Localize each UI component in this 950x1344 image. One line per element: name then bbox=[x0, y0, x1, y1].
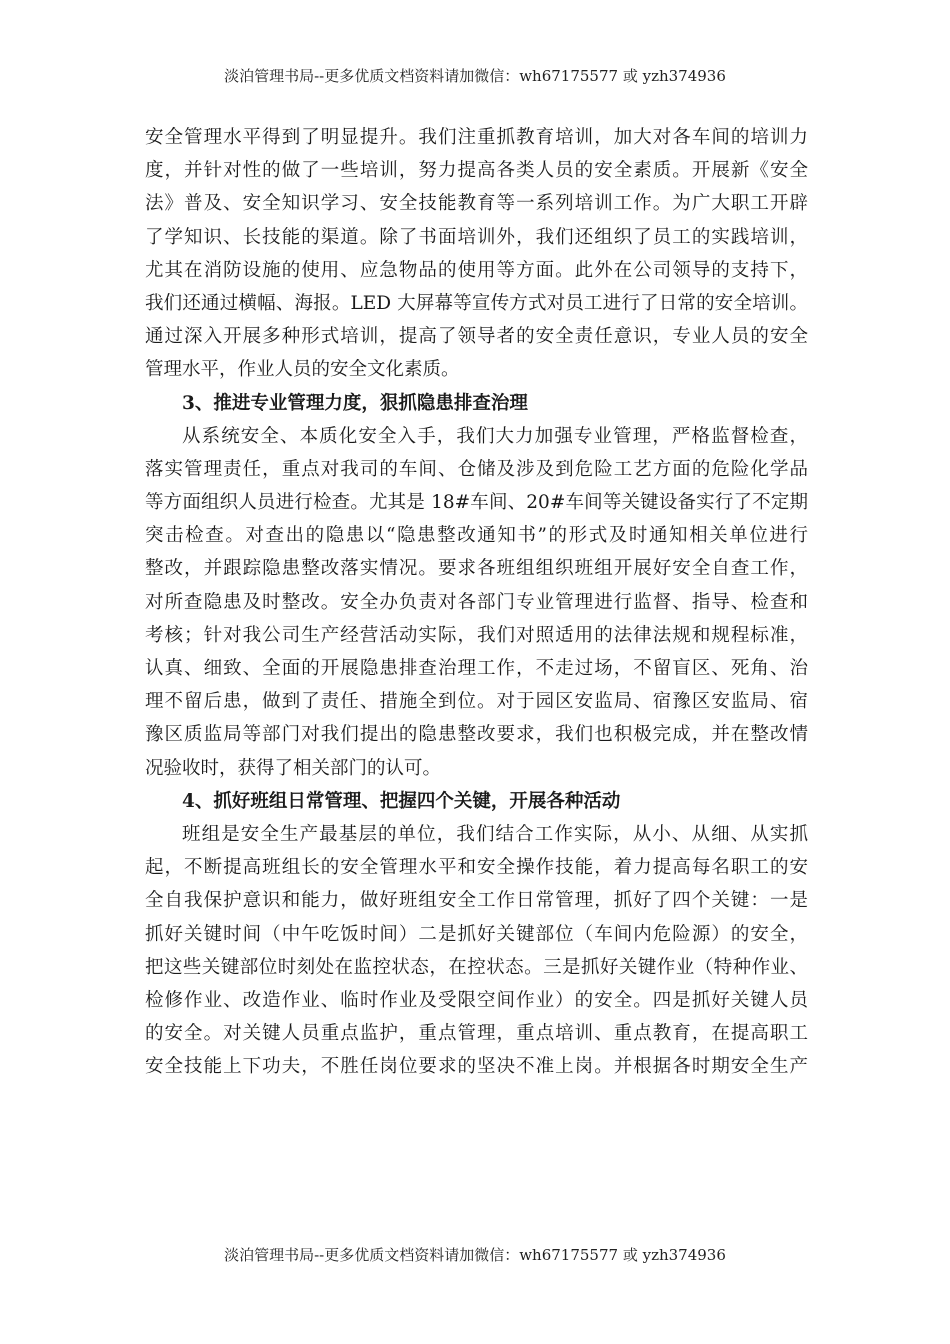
paragraph-line: 从系统安全、本质化安全入手，我们大力加强专业管理，严格监督检查， bbox=[182, 425, 808, 447]
paragraph-line: 尤其在消防设施的使用、应急物品的使用等方面。此外在公司领导的支持下， bbox=[145, 259, 808, 281]
paragraph-line: 安全技能上下功夫，不胜任岗位要求的坚决不准上岗。并根据各时期安全生产 bbox=[145, 1056, 808, 1078]
paragraph-line: 管理水平，作业人员的安全文化素质。 bbox=[145, 359, 460, 381]
paragraph-line: 认真、细致、全面的开展隐患排查治理工作，不走过场，不留盲区、死角、治 bbox=[145, 658, 808, 679]
paragraph-line: 抓好关键时间（中午吃饭时间）二是抓好关键部位（车间内危险源）的安全， bbox=[145, 923, 808, 945]
paragraph-line: 起，不断提高班组长的安全管理水平和安全操作技能，着力提高每名职工的安 bbox=[145, 857, 808, 879]
paragraph-line: 豫区质监局等部门对我们提出的隐患整改要求，我们也积极完成，并在整改情 bbox=[145, 724, 808, 746]
paragraph-line: 把这些关键部位时刻处在监控状态，在控状态。三是抓好关键作业（特种作业、 bbox=[145, 956, 808, 978]
section-heading: 3、推进专业管理力度，狠抓隐患排查治理 bbox=[182, 392, 528, 414]
paragraph-line: 度，并针对性的做了一些培训，努力提高各类人员的安全素质。开展新《安全 bbox=[145, 160, 808, 182]
paragraph-line: 班组是安全生产最基层的单位，我们结合工作实际，从小、从细、从实抓 bbox=[182, 823, 808, 845]
paragraph-line: 的安全。对关键人员重点监护，重点管理，重点培训、重点教育，在提高职工 bbox=[145, 1023, 808, 1045]
page-footer: 淡泊管理书局--更多优质文档资料请加微信：wh67175577 或 yzh374936 bbox=[224, 1246, 726, 1264]
paragraph-line: 安全管理水平得到了明显提升。我们注重抓教育培训，加大对各车间的培训力 bbox=[145, 127, 808, 148]
paragraph-line: 我们还通过横幅、海报。LED 大屏幕等宣传方式对员工进行了日常的安全培训。 bbox=[145, 292, 808, 314]
paragraph-line: 整改，并跟踪隐患整改落实情况。要求各班组组织班组开展好安全自查工作， bbox=[145, 558, 808, 580]
document-body bbox=[145, 121, 808, 1083]
paragraph-line: 等方面组织人员进行检查。尤其是 18#车间、20#车间等关键设备实行了不定期 bbox=[145, 492, 808, 514]
paragraph-line: 理不留后患，做到了责任、措施全到位。对于园区安监局、宿豫区安监局、宿 bbox=[145, 691, 808, 713]
paragraph-line: 对所查隐患及时整改。安全办负责对各部门专业管理进行监督、指导、检查和 bbox=[145, 591, 808, 613]
paragraph-line: 全自我保护意识和能力，做好班组安全工作日常管理，抓好了四个关键：一是 bbox=[145, 890, 808, 912]
paragraph-line: 落实管理责任，重点对我司的车间、仓储及涉及到危险工艺方面的危险化学品 bbox=[145, 458, 808, 480]
paragraph-line: 检修作业、改造作业、临时作业及受限空间作业）的安全。四是抓好关键人员 bbox=[145, 989, 808, 1011]
paragraph-line: 法》普及、安全知识学习、安全技能教育等一系列培训工作。为广大职工开辟 bbox=[145, 193, 808, 215]
paragraph-line: 了学知识、长技能的渠道。除了书面培训外，我们还组织了员工的实践培训， bbox=[145, 226, 808, 248]
page-header: 淡泊管理书局--更多优质文档资料请加微信：wh67175577 或 yzh374936 bbox=[224, 67, 726, 85]
paragraph-line: 况验收时，获得了相关部门的认可。 bbox=[145, 757, 442, 779]
paragraph-line: 突击检查。对查出的隐患以“隐患整改通知书”的形式及时通知相关单位进行 bbox=[145, 525, 808, 547]
paragraph-line: 通过深入开展多种形式培训，提高了领导者的安全责任意识，专业人员的安全 bbox=[145, 326, 808, 348]
section-heading: 4、抓好班组日常管理、把握四个关键，开展各种活动 bbox=[182, 790, 621, 812]
paragraph-line: 考核；针对我公司生产经营活动实际，我们对照适用的法律法规和规程标准， bbox=[145, 624, 808, 646]
